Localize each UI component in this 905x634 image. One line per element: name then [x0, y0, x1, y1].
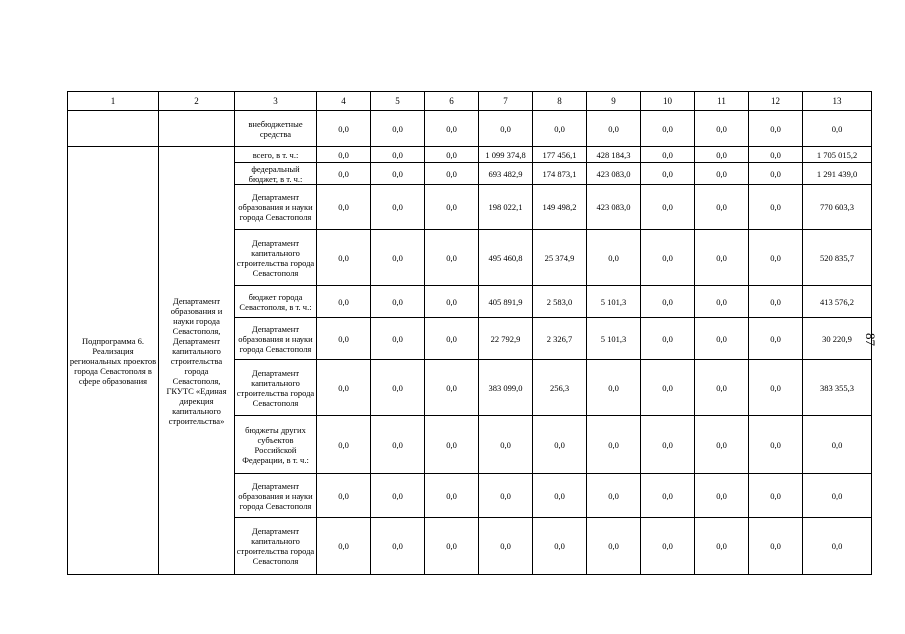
value-cell: 0,0: [479, 518, 533, 575]
table-row: [68, 111, 872, 147]
value-cell: 495 460,8: [479, 230, 533, 286]
column-number: 10: [641, 92, 695, 111]
value-cell: 0,0: [371, 111, 425, 147]
value-cell: 0,0: [695, 360, 749, 416]
value-cell: 0,0: [371, 163, 425, 185]
value-cell: 383 099,0: [479, 360, 533, 416]
value-cell: 177 456,1: [533, 147, 587, 163]
value-cell: 22 792,9: [479, 318, 533, 360]
value-cell: 0,0: [695, 111, 749, 147]
funding-source-cell: Департамент капитального строительства города Севастополя: [235, 360, 317, 416]
value-cell: 0,0: [317, 147, 371, 163]
value-cell: 1 705 015,2: [803, 147, 872, 163]
column-number: 11: [695, 92, 749, 111]
value-cell: 423 083,0: [587, 163, 641, 185]
value-cell: 0,0: [371, 474, 425, 518]
column-number: 9: [587, 92, 641, 111]
table-row: [68, 147, 872, 163]
column-number: 6: [425, 92, 479, 111]
executor-cell: Департамент образования и науки города Севастополя, Департамент капитального строительства города Севастополя, ГКУТС «Единая дирекция капитального строительства»: [159, 147, 235, 575]
column-number: 1: [68, 92, 159, 111]
value-cell: 0,0: [371, 147, 425, 163]
value-cell: 0,0: [533, 111, 587, 147]
value-cell: 0,0: [641, 230, 695, 286]
value-cell: 0,0: [749, 360, 803, 416]
value-cell: 0,0: [533, 518, 587, 575]
value-cell: 0,0: [695, 185, 749, 230]
column-number: 13: [803, 92, 872, 111]
value-cell: 0,0: [803, 416, 872, 474]
value-cell: 0,0: [587, 416, 641, 474]
value-cell: 0,0: [695, 147, 749, 163]
column-number: 8: [533, 92, 587, 111]
column-number: 4: [317, 92, 371, 111]
value-cell: 0,0: [641, 518, 695, 575]
funding-source-cell: Департамент капитального строительства города Севастополя: [235, 518, 317, 575]
value-cell: 0,0: [695, 474, 749, 518]
value-cell: 0,0: [641, 185, 695, 230]
value-cell: 0,0: [479, 111, 533, 147]
value-cell: 0,0: [425, 147, 479, 163]
value-cell: 149 498,2: [533, 185, 587, 230]
value-cell: 0,0: [587, 230, 641, 286]
value-cell: 0,0: [479, 416, 533, 474]
value-cell: 30 220,9: [803, 318, 872, 360]
value-cell: 0,0: [317, 185, 371, 230]
value-cell: 0,0: [749, 163, 803, 185]
value-cell: 0,0: [749, 230, 803, 286]
value-cell: 0,0: [317, 163, 371, 185]
value-cell: 198 022,1: [479, 185, 533, 230]
value-cell: 0,0: [425, 111, 479, 147]
value-cell: 0,0: [641, 286, 695, 318]
value-cell: 0,0: [749, 318, 803, 360]
value-cell: 0,0: [695, 318, 749, 360]
value-cell: 383 355,3: [803, 360, 872, 416]
funding-source-cell: Департамент образования и науки города Севастополя: [235, 185, 317, 230]
page-number: 87: [863, 333, 878, 346]
funding-source-cell: Департамент образования и науки города Севастополя: [235, 318, 317, 360]
table-body: [68, 92, 872, 575]
value-cell: 0,0: [749, 474, 803, 518]
value-cell: 0,0: [641, 111, 695, 147]
value-cell: 520 835,7: [803, 230, 872, 286]
value-cell: 0,0: [425, 163, 479, 185]
column-number: 5: [371, 92, 425, 111]
value-cell: 0,0: [317, 360, 371, 416]
value-cell: 0,0: [803, 111, 872, 147]
funding-source-cell: Департамент капитального строительства города Севастополя: [235, 230, 317, 286]
value-cell: 0,0: [749, 111, 803, 147]
value-cell: 0,0: [371, 518, 425, 575]
value-cell: 2 326,7: [533, 318, 587, 360]
value-cell: 0,0: [749, 147, 803, 163]
column-number: 12: [749, 92, 803, 111]
value-cell: 0,0: [695, 416, 749, 474]
value-cell: 770 603,3: [803, 185, 872, 230]
value-cell: 0,0: [803, 518, 872, 575]
value-cell: 0,0: [641, 474, 695, 518]
value-cell: 0,0: [695, 518, 749, 575]
value-cell: 0,0: [641, 147, 695, 163]
funding-source-cell: внебюджетные средства: [235, 111, 317, 147]
value-cell: 2 583,0: [533, 286, 587, 318]
funding-source-cell: бюджеты других субъектов Российской Федерации, в т. ч.:: [235, 416, 317, 474]
empty-cell: [68, 111, 159, 147]
header-row: [68, 92, 872, 111]
value-cell: 0,0: [317, 318, 371, 360]
value-cell: 0,0: [317, 111, 371, 147]
value-cell: 0,0: [749, 518, 803, 575]
column-number: 3: [235, 92, 317, 111]
value-cell: 0,0: [317, 286, 371, 318]
funding-source-cell: бюджет города Севастополя, в т. ч.:: [235, 286, 317, 318]
value-cell: 0,0: [587, 360, 641, 416]
value-cell: 0,0: [425, 318, 479, 360]
value-cell: 0,0: [317, 518, 371, 575]
empty-cell: [159, 111, 235, 147]
value-cell: 693 482,9: [479, 163, 533, 185]
value-cell: 0,0: [317, 416, 371, 474]
value-cell: 0,0: [641, 318, 695, 360]
value-cell: 0,0: [641, 416, 695, 474]
value-cell: 0,0: [425, 518, 479, 575]
value-cell: 0,0: [749, 286, 803, 318]
value-cell: 413 576,2: [803, 286, 872, 318]
value-cell: 0,0: [587, 518, 641, 575]
value-cell: 0,0: [425, 416, 479, 474]
value-cell: 0,0: [587, 474, 641, 518]
value-cell: 0,0: [587, 111, 641, 147]
value-cell: 0,0: [317, 474, 371, 518]
value-cell: 0,0: [425, 286, 479, 318]
value-cell: 428 184,3: [587, 147, 641, 163]
value-cell: 0,0: [695, 286, 749, 318]
value-cell: 0,0: [371, 318, 425, 360]
value-cell: 0,0: [425, 185, 479, 230]
value-cell: 174 873,1: [533, 163, 587, 185]
value-cell: 0,0: [749, 416, 803, 474]
value-cell: 423 083,0: [587, 185, 641, 230]
value-cell: 0,0: [371, 360, 425, 416]
value-cell: 0,0: [749, 185, 803, 230]
value-cell: 0,0: [425, 360, 479, 416]
value-cell: 0,0: [641, 163, 695, 185]
value-cell: 1 291 439,0: [803, 163, 872, 185]
funding-source-cell: всего, в т. ч.:: [235, 147, 317, 163]
value-cell: 0,0: [641, 360, 695, 416]
value-cell: 0,0: [425, 230, 479, 286]
value-cell: 0,0: [533, 416, 587, 474]
value-cell: 25 374,9: [533, 230, 587, 286]
funding-source-cell: Департамент образования и науки города Севастополя: [235, 474, 317, 518]
program-name-cell: Подпрограмма 6. Реализация региональных проектов города Севастополя в сфере образования: [68, 147, 159, 575]
value-cell: 0,0: [371, 185, 425, 230]
value-cell: 0,0: [479, 474, 533, 518]
value-cell: 5 101,3: [587, 286, 641, 318]
value-cell: 0,0: [695, 230, 749, 286]
value-cell: 5 101,3: [587, 318, 641, 360]
budget-table: [67, 91, 872, 575]
value-cell: 0,0: [803, 474, 872, 518]
value-cell: 0,0: [425, 474, 479, 518]
value-cell: 0,0: [533, 474, 587, 518]
funding-source-cell: федеральный бюджет, в т. ч.:: [235, 163, 317, 185]
column-number: 2: [159, 92, 235, 111]
value-cell: 0,0: [371, 416, 425, 474]
value-cell: 0,0: [317, 230, 371, 286]
value-cell: 0,0: [695, 163, 749, 185]
value-cell: 1 099 374,8: [479, 147, 533, 163]
column-number: 7: [479, 92, 533, 111]
value-cell: 256,3: [533, 360, 587, 416]
value-cell: 405 891,9: [479, 286, 533, 318]
value-cell: 0,0: [371, 286, 425, 318]
value-cell: 0,0: [371, 230, 425, 286]
